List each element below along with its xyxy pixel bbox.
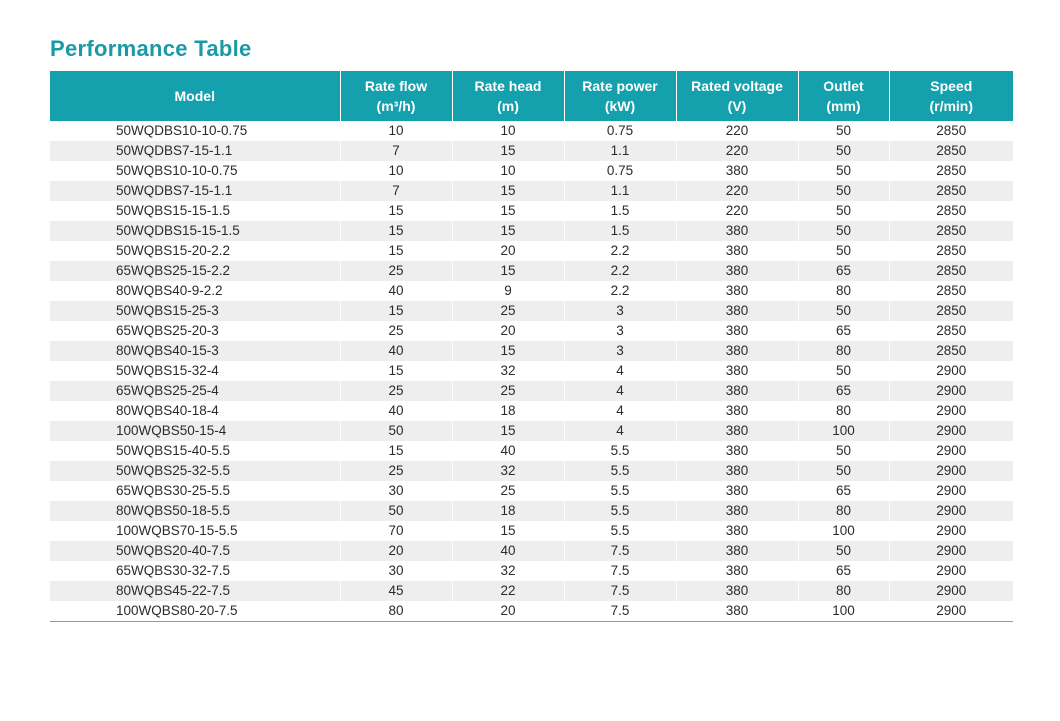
cell-rate-power: 5.5 (564, 481, 676, 501)
cell-outlet: 65 (798, 261, 889, 281)
cell-outlet: 50 (798, 461, 889, 481)
table-row (50, 301, 1013, 321)
cell-rate-power: 1.5 (564, 221, 676, 241)
cell-rate-power: 1.1 (564, 141, 676, 161)
cell-rate-head: 20 (452, 321, 564, 341)
cell-outlet: 50 (798, 201, 889, 221)
cell-rate-flow: 40 (340, 401, 452, 421)
cell-rate-power: 4 (564, 421, 676, 441)
header-outlet (798, 71, 889, 121)
cell-rate-head: 15 (452, 141, 564, 161)
cell-rate-head: 32 (452, 361, 564, 381)
cell-outlet: 50 (798, 361, 889, 381)
cell-outlet: 65 (798, 561, 889, 581)
table-row (50, 601, 1013, 622)
performance-table (50, 71, 1013, 622)
cell-model: 50WQBS20-40-7.5 (50, 541, 340, 561)
cell-outlet: 80 (798, 401, 889, 421)
cell-rated-voltage: 220 (676, 141, 798, 161)
table-header (50, 71, 1013, 121)
cell-rate-power: 3 (564, 301, 676, 321)
cell-model: 65WQBS30-32-7.5 (116, 563, 231, 578)
header-unit: (m) (497, 98, 519, 114)
cell-speed: 2850 (889, 321, 1013, 341)
cell-model: 80WQBS45-22-7.5 (50, 581, 340, 601)
header-label: Speed (930, 78, 973, 94)
table-row (50, 421, 1013, 441)
cell-rate-head: 9 (452, 281, 564, 301)
cell-rate-flow: 15 (340, 221, 452, 241)
cell-rate-power: 5.5 (564, 501, 676, 521)
header-model (50, 71, 340, 121)
header-rate-power (564, 71, 676, 121)
cell-rate-flow: 15 (340, 201, 452, 221)
cell-rated-voltage: 380 (676, 341, 798, 361)
cell-rated-voltage: 380 (676, 421, 798, 441)
table-row (50, 521, 1013, 541)
table-row (50, 541, 1013, 561)
header-speed (889, 71, 1013, 121)
cell-rate-power: 4 (564, 381, 676, 401)
cell-rate-flow: 7 (340, 181, 452, 201)
cell-speed: 2900 (889, 501, 1013, 521)
cell-speed: 2900 (889, 601, 1013, 622)
cell-model: 65WQBS25-20-3 (116, 323, 219, 338)
cell-model: 50WQBS15-32-4 (116, 363, 219, 378)
cell-rate-head: 18 (452, 501, 564, 521)
cell-rate-power: 0.75 (564, 121, 676, 141)
header-unit: (m³/h) (376, 98, 416, 114)
header-label: Rated voltage (691, 78, 783, 94)
cell-rate-head: 40 (452, 441, 564, 461)
cell-outlet: 100 (798, 601, 889, 622)
cell-speed: 2850 (889, 261, 1013, 281)
cell-model: 80WQBS50-18-5.5 (50, 501, 340, 521)
page-title: Performance Table (50, 36, 252, 61)
cell-outlet: 50 (798, 541, 889, 561)
cell-model: 65WQBS25-15-2.2 (50, 261, 340, 281)
table-body (50, 121, 1013, 622)
header-unit: (V) (727, 98, 747, 114)
header-row (50, 71, 1013, 121)
table-row (50, 241, 1013, 261)
header-rate-head (452, 71, 564, 121)
cell-rated-voltage: 380 (676, 481, 798, 501)
table-row (50, 361, 1013, 381)
cell-rate-head: 15 (452, 261, 564, 281)
cell-rate-head: 15 (452, 521, 564, 541)
table-row (50, 261, 1013, 281)
cell-model: 50WQDBS15-15-1.5 (50, 221, 340, 241)
header-unit: (kW) (604, 98, 636, 114)
cell-speed: 2850 (889, 301, 1013, 321)
cell-speed: 2900 (889, 441, 1013, 461)
cell-model: 50WQBS25-32-5.5 (50, 461, 340, 481)
cell-rate-flow: 50 (340, 421, 452, 441)
cell-rate-head: 15 (452, 201, 564, 221)
cell-speed: 2850 (889, 281, 1013, 301)
cell-speed: 2900 (889, 541, 1013, 561)
cell-outlet: 50 (798, 241, 889, 261)
cell-rate-power: 4 (564, 361, 676, 381)
cell-rate-head: 22 (452, 581, 564, 601)
cell-rate-power: 5.5 (564, 521, 676, 541)
cell-rate-flow: 70 (340, 521, 452, 541)
cell-rated-voltage: 380 (676, 521, 798, 541)
table-row (50, 441, 1013, 461)
cell-rate-head: 15 (452, 221, 564, 241)
cell-rate-power: 5.5 (564, 441, 676, 461)
table-row (50, 481, 1013, 501)
cell-model: 100WQBS70-15-5.5 (116, 523, 238, 538)
cell-model: 50WQBS15-40-5.5 (116, 443, 231, 458)
cell-rated-voltage: 380 (676, 241, 798, 261)
table-row (50, 201, 1013, 221)
cell-rated-voltage: 380 (676, 561, 798, 581)
cell-rated-voltage: 380 (676, 441, 798, 461)
cell-rated-voltage: 380 (676, 541, 798, 561)
cell-model: 50WQDBS7-15-1.1 (50, 141, 340, 161)
table-row (50, 461, 1013, 481)
cell-rated-voltage: 220 (676, 181, 798, 201)
cell-rate-flow: 80 (340, 601, 452, 622)
table-row (50, 501, 1013, 521)
header-unit: (r/min) (929, 98, 974, 114)
cell-speed: 2900 (889, 481, 1013, 501)
cell-outlet: 50 (798, 301, 889, 321)
table-row (50, 401, 1013, 421)
cell-rate-head: 40 (452, 541, 564, 561)
cell-rated-voltage: 380 (676, 281, 798, 301)
cell-model: 50WQDBS10-10-0.75 (116, 123, 248, 138)
table-row (50, 221, 1013, 241)
cell-rated-voltage: 380 (676, 301, 798, 321)
cell-outlet: 65 (798, 481, 889, 501)
cell-outlet: 50 (798, 121, 889, 141)
cell-speed: 2850 (889, 161, 1013, 181)
cell-rate-flow: 20 (340, 541, 452, 561)
header-label: Outlet (823, 78, 864, 94)
cell-rated-voltage: 380 (676, 321, 798, 341)
cell-speed: 2850 (889, 121, 1013, 141)
cell-rate-flow: 40 (340, 341, 452, 361)
cell-rate-power: 3 (564, 341, 676, 361)
table-row (50, 321, 1013, 341)
header-label: Model (174, 88, 215, 104)
header-unit: (mm) (826, 98, 861, 114)
cell-speed: 2900 (889, 421, 1013, 441)
cell-rate-flow: 7 (340, 141, 452, 161)
cell-rate-power: 7.5 (564, 601, 676, 622)
cell-outlet: 50 (798, 181, 889, 201)
cell-outlet: 100 (798, 521, 889, 541)
cell-rate-flow: 15 (340, 361, 452, 381)
cell-rate-head: 15 (452, 181, 564, 201)
cell-rated-voltage: 380 (676, 221, 798, 241)
cell-outlet: 80 (798, 581, 889, 601)
cell-rate-head: 15 (452, 341, 564, 361)
cell-speed: 2900 (889, 401, 1013, 421)
table-row (50, 341, 1013, 361)
cell-outlet: 50 (798, 141, 889, 161)
cell-rate-power: 2.2 (564, 241, 676, 261)
cell-rate-flow: 10 (340, 121, 452, 141)
cell-rate-head: 10 (452, 121, 564, 141)
cell-rate-head: 25 (452, 301, 564, 321)
cell-rated-voltage: 220 (676, 201, 798, 221)
cell-rated-voltage: 380 (676, 581, 798, 601)
header-label: Rate power (582, 78, 658, 94)
table-row (50, 161, 1013, 181)
cell-rate-flow: 15 (340, 241, 452, 261)
cell-rated-voltage: 380 (676, 601, 798, 622)
cell-model: 65WQBS30-25-5.5 (116, 483, 231, 498)
cell-model: 50WQBS15-25-3 (50, 301, 340, 321)
cell-model: 65WQBS25-25-4 (50, 381, 340, 401)
cell-model: 50WQBS15-20-2.2 (116, 243, 231, 258)
cell-model: 100WQBS80-20-7.5 (50, 601, 340, 622)
header-rated-voltage (676, 71, 798, 121)
cell-outlet: 100 (798, 421, 889, 441)
table-row (50, 381, 1013, 401)
table-row (50, 141, 1013, 161)
cell-speed: 2900 (889, 521, 1013, 541)
cell-rate-power: 3 (564, 321, 676, 341)
cell-speed: 2900 (889, 461, 1013, 481)
cell-rate-head: 15 (452, 421, 564, 441)
cell-rate-flow: 25 (340, 321, 452, 341)
cell-rate-power: 5.5 (564, 461, 676, 481)
cell-rate-flow: 10 (340, 161, 452, 181)
cell-rated-voltage: 380 (676, 361, 798, 381)
cell-rated-voltage: 380 (676, 401, 798, 421)
cell-speed: 2900 (889, 381, 1013, 401)
cell-model: 100WQBS50-15-4 (50, 421, 340, 441)
header-rate-flow (340, 71, 452, 121)
table-row (50, 121, 1013, 141)
cell-rate-power: 1.5 (564, 201, 676, 221)
cell-rate-head: 20 (452, 241, 564, 261)
header-label: Rate head (474, 78, 542, 94)
cell-speed: 2850 (889, 201, 1013, 221)
cell-rate-head: 32 (452, 461, 564, 481)
cell-rate-head: 32 (452, 561, 564, 581)
cell-outlet: 80 (798, 501, 889, 521)
cell-rate-power: 2.2 (564, 281, 676, 301)
cell-rated-voltage: 380 (676, 161, 798, 181)
cell-speed: 2850 (889, 221, 1013, 241)
cell-rate-power: 7.5 (564, 581, 676, 601)
cell-rate-flow: 50 (340, 501, 452, 521)
cell-rate-head: 25 (452, 381, 564, 401)
cell-rate-head: 20 (452, 601, 564, 622)
cell-speed: 2850 (889, 241, 1013, 261)
cell-outlet: 50 (798, 161, 889, 181)
cell-rated-voltage: 220 (676, 121, 798, 141)
cell-rate-flow: 40 (340, 281, 452, 301)
cell-rate-flow: 25 (340, 381, 452, 401)
cell-speed: 2850 (889, 181, 1013, 201)
table-row (50, 181, 1013, 201)
cell-rate-flow: 15 (340, 301, 452, 321)
cell-rate-flow: 25 (340, 261, 452, 281)
table-row (50, 281, 1013, 301)
cell-outlet: 80 (798, 341, 889, 361)
cell-outlet: 65 (798, 381, 889, 401)
cell-rate-head: 10 (452, 161, 564, 181)
cell-rate-power: 7.5 (564, 561, 676, 581)
cell-outlet: 50 (798, 221, 889, 241)
cell-rate-flow: 30 (340, 481, 452, 501)
cell-model: 50WQBS10-10-0.75 (116, 163, 238, 178)
cell-model: 80WQBS40-9-2.2 (116, 283, 223, 298)
cell-rate-power: 2.2 (564, 261, 676, 281)
cell-rated-voltage: 380 (676, 501, 798, 521)
cell-rated-voltage: 380 (676, 261, 798, 281)
cell-rate-power: 1.1 (564, 181, 676, 201)
cell-rated-voltage: 380 (676, 461, 798, 481)
header-label: Rate flow (364, 78, 428, 94)
cell-rate-power: 7.5 (564, 541, 676, 561)
cell-rate-power: 0.75 (564, 161, 676, 181)
cell-rate-flow: 30 (340, 561, 452, 581)
cell-rate-head: 25 (452, 481, 564, 501)
cell-model: 50WQBS15-15-1.5 (116, 203, 231, 218)
cell-speed: 2850 (889, 141, 1013, 161)
cell-speed: 2850 (889, 341, 1013, 361)
cell-outlet: 50 (798, 441, 889, 461)
table-row (50, 581, 1013, 601)
cell-model: 80WQBS40-15-3 (50, 341, 340, 361)
table-row (50, 561, 1013, 581)
cell-rate-flow: 45 (340, 581, 452, 601)
cell-rate-head: 18 (452, 401, 564, 421)
cell-rated-voltage: 380 (676, 381, 798, 401)
cell-rate-power: 4 (564, 401, 676, 421)
cell-outlet: 80 (798, 281, 889, 301)
cell-rate-flow: 25 (340, 461, 452, 481)
cell-outlet: 65 (798, 321, 889, 341)
cell-speed: 2900 (889, 581, 1013, 601)
cell-model: 80WQBS40-18-4 (116, 403, 219, 418)
cell-speed: 2900 (889, 361, 1013, 381)
cell-speed: 2900 (889, 561, 1013, 581)
cell-model: 50WQDBS7-15-1.1 (50, 181, 340, 201)
cell-rate-flow: 15 (340, 441, 452, 461)
